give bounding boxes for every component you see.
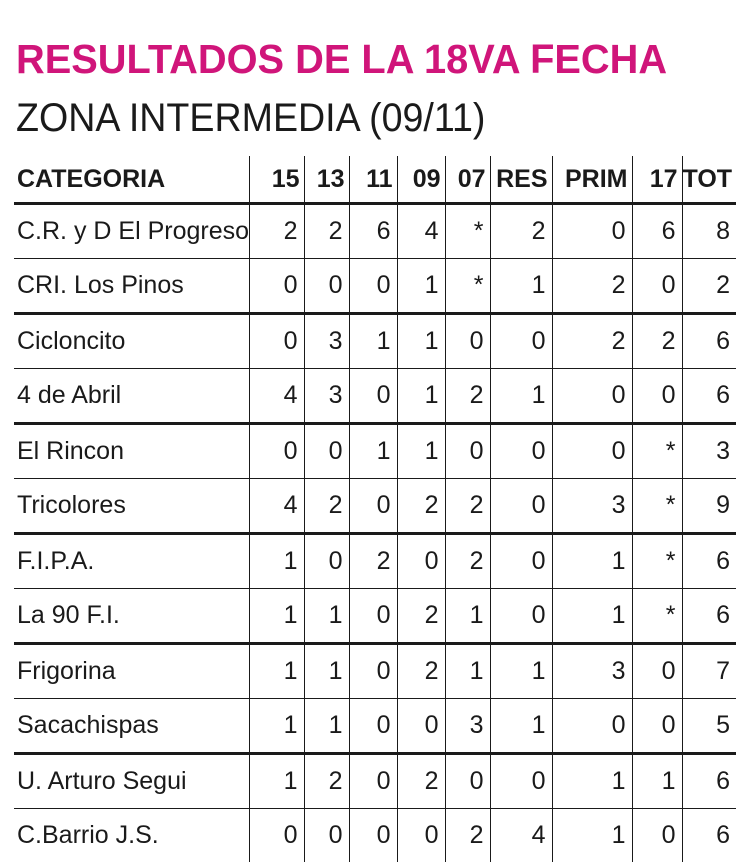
score-cell-res: 0 [490, 314, 552, 369]
score-cell-11: 0 [349, 369, 397, 424]
score-cell-07: 1 [445, 644, 490, 699]
column-header-15: 15 [249, 156, 304, 204]
score-cell-09: 2 [397, 589, 445, 644]
score-cell-tot: 3 [682, 424, 736, 479]
column-header-res: RES [490, 156, 552, 204]
column-header-09: 09 [397, 156, 445, 204]
column-header-07: 07 [445, 156, 490, 204]
score-cell-17: 0 [632, 809, 682, 862]
team-name-cell: Tricolores [14, 479, 249, 534]
score-cell-07: 2 [445, 809, 490, 862]
score-cell-prim: 3 [552, 479, 632, 534]
score-cell-13: 0 [304, 809, 349, 862]
score-cell-09: 4 [397, 204, 445, 259]
table-row [14, 809, 736, 862]
score-cell-07: 0 [445, 754, 490, 809]
score-cell-res: 0 [490, 479, 552, 534]
score-cell-13: 3 [304, 369, 349, 424]
score-cell-tot: 6 [682, 369, 736, 424]
score-cell-07: * [445, 204, 490, 259]
score-cell-07: 2 [445, 534, 490, 589]
table-row [14, 534, 736, 589]
table-row [14, 369, 736, 424]
score-cell-15: 1 [249, 534, 304, 589]
score-cell-tot: 6 [682, 534, 736, 589]
score-cell-15: 4 [249, 369, 304, 424]
table-row [14, 644, 736, 699]
score-cell-prim: 0 [552, 699, 632, 754]
score-cell-res: 0 [490, 534, 552, 589]
score-cell-13: 0 [304, 259, 349, 314]
score-cell-15: 1 [249, 699, 304, 754]
team-name-cell: CRI. Los Pinos [14, 259, 249, 314]
score-cell-13: 0 [304, 534, 349, 589]
score-cell-13: 2 [304, 754, 349, 809]
score-cell-11: 0 [349, 699, 397, 754]
score-cell-prim: 2 [552, 259, 632, 314]
score-cell-15: 1 [249, 644, 304, 699]
score-cell-res: 1 [490, 644, 552, 699]
table-row [14, 589, 736, 644]
score-cell-prim: 0 [552, 204, 632, 259]
score-cell-17: 0 [632, 369, 682, 424]
score-cell-17: 0 [632, 699, 682, 754]
score-cell-09: 1 [397, 369, 445, 424]
score-cell-09: 1 [397, 314, 445, 369]
score-cell-tot: 9 [682, 479, 736, 534]
score-cell-11: 0 [349, 589, 397, 644]
score-cell-17: * [632, 589, 682, 644]
score-cell-11: 0 [349, 479, 397, 534]
score-cell-res: 2 [490, 204, 552, 259]
table-header-row [14, 156, 736, 204]
score-cell-tot: 6 [682, 589, 736, 644]
score-cell-09: 0 [397, 534, 445, 589]
column-header-categoria: CATEGORIA [14, 156, 249, 204]
score-cell-tot: 5 [682, 699, 736, 754]
score-cell-tot: 7 [682, 644, 736, 699]
score-cell-tot: 6 [682, 809, 736, 862]
column-header-prim: PRIM [552, 156, 632, 204]
score-cell-prim: 1 [552, 534, 632, 589]
score-cell-prim: 0 [552, 369, 632, 424]
score-cell-15: 0 [249, 259, 304, 314]
score-cell-prim: 1 [552, 809, 632, 862]
table-row [14, 699, 736, 754]
table-row [14, 754, 736, 809]
team-name-cell: C.Barrio J.S. [14, 809, 249, 862]
score-cell-res: 0 [490, 589, 552, 644]
score-cell-09: 2 [397, 644, 445, 699]
team-name-cell: Frigorina [14, 644, 249, 699]
score-cell-tot: 6 [682, 314, 736, 369]
score-cell-15: 1 [249, 589, 304, 644]
score-cell-prim: 0 [552, 424, 632, 479]
score-cell-11: 1 [349, 424, 397, 479]
score-cell-15: 0 [249, 424, 304, 479]
score-cell-15: 4 [249, 479, 304, 534]
score-cell-11: 0 [349, 644, 397, 699]
table-row [14, 314, 736, 369]
score-cell-res: 0 [490, 424, 552, 479]
score-cell-15: 1 [249, 754, 304, 809]
score-cell-17: 2 [632, 314, 682, 369]
score-cell-09: 2 [397, 479, 445, 534]
score-cell-11: 6 [349, 204, 397, 259]
score-cell-prim: 1 [552, 754, 632, 809]
score-cell-15: 0 [249, 314, 304, 369]
score-cell-17: 1 [632, 754, 682, 809]
score-cell-11: 0 [349, 754, 397, 809]
score-cell-09: 0 [397, 699, 445, 754]
score-cell-prim: 2 [552, 314, 632, 369]
table-row [14, 259, 736, 314]
score-cell-11: 1 [349, 314, 397, 369]
score-cell-17: * [632, 534, 682, 589]
score-cell-13: 2 [304, 479, 349, 534]
score-cell-13: 1 [304, 589, 349, 644]
score-cell-tot: 8 [682, 204, 736, 259]
table-row [14, 479, 736, 534]
score-cell-13: 0 [304, 424, 349, 479]
column-header-13: 13 [304, 156, 349, 204]
team-name-cell: C.R. y D El Progreso [14, 204, 249, 259]
score-cell-res: 0 [490, 754, 552, 809]
score-cell-17: 0 [632, 259, 682, 314]
score-cell-res: 1 [490, 259, 552, 314]
score-cell-07: 2 [445, 369, 490, 424]
score-cell-prim: 1 [552, 589, 632, 644]
score-cell-09: 2 [397, 754, 445, 809]
score-cell-tot: 6 [682, 754, 736, 809]
score-cell-res: 4 [490, 809, 552, 862]
score-cell-07: 3 [445, 699, 490, 754]
table-row [14, 204, 736, 259]
score-cell-07: * [445, 259, 490, 314]
score-cell-07: 0 [445, 424, 490, 479]
score-cell-res: 1 [490, 699, 552, 754]
team-name-cell: La 90 F.I. [14, 589, 249, 644]
team-name-cell: El Rincon [14, 424, 249, 479]
score-cell-07: 2 [445, 479, 490, 534]
score-cell-15: 0 [249, 809, 304, 862]
column-header-tot: TOT [682, 156, 736, 204]
page-subtitle: ZONA INTERMEDIA (09/11) [16, 96, 485, 141]
score-cell-17: * [632, 479, 682, 534]
table-row [14, 424, 736, 479]
team-name-cell: 4 de Abril [14, 369, 249, 424]
score-cell-09: 1 [397, 424, 445, 479]
score-cell-09: 0 [397, 809, 445, 862]
score-cell-13: 2 [304, 204, 349, 259]
column-header-17: 17 [632, 156, 682, 204]
score-cell-07: 1 [445, 589, 490, 644]
score-cell-11: 2 [349, 534, 397, 589]
score-cell-09: 1 [397, 259, 445, 314]
score-cell-13: 3 [304, 314, 349, 369]
column-header-11: 11 [349, 156, 397, 204]
score-cell-17: 0 [632, 644, 682, 699]
score-cell-11: 0 [349, 809, 397, 862]
team-name-cell: F.I.P.A. [14, 534, 249, 589]
score-cell-15: 2 [249, 204, 304, 259]
score-cell-17: 6 [632, 204, 682, 259]
score-cell-17: * [632, 424, 682, 479]
team-name-cell: Sacachispas [14, 699, 249, 754]
results-table [14, 156, 736, 862]
team-name-cell: Cicloncito [14, 314, 249, 369]
team-name-cell: U. Arturo Segui [14, 754, 249, 809]
score-cell-prim: 3 [552, 644, 632, 699]
page-title: RESULTADOS DE LA 18VA FECHA [16, 36, 667, 83]
score-cell-11: 0 [349, 259, 397, 314]
score-cell-tot: 2 [682, 259, 736, 314]
score-cell-13: 1 [304, 699, 349, 754]
score-cell-res: 1 [490, 369, 552, 424]
score-cell-13: 1 [304, 644, 349, 699]
score-cell-07: 0 [445, 314, 490, 369]
